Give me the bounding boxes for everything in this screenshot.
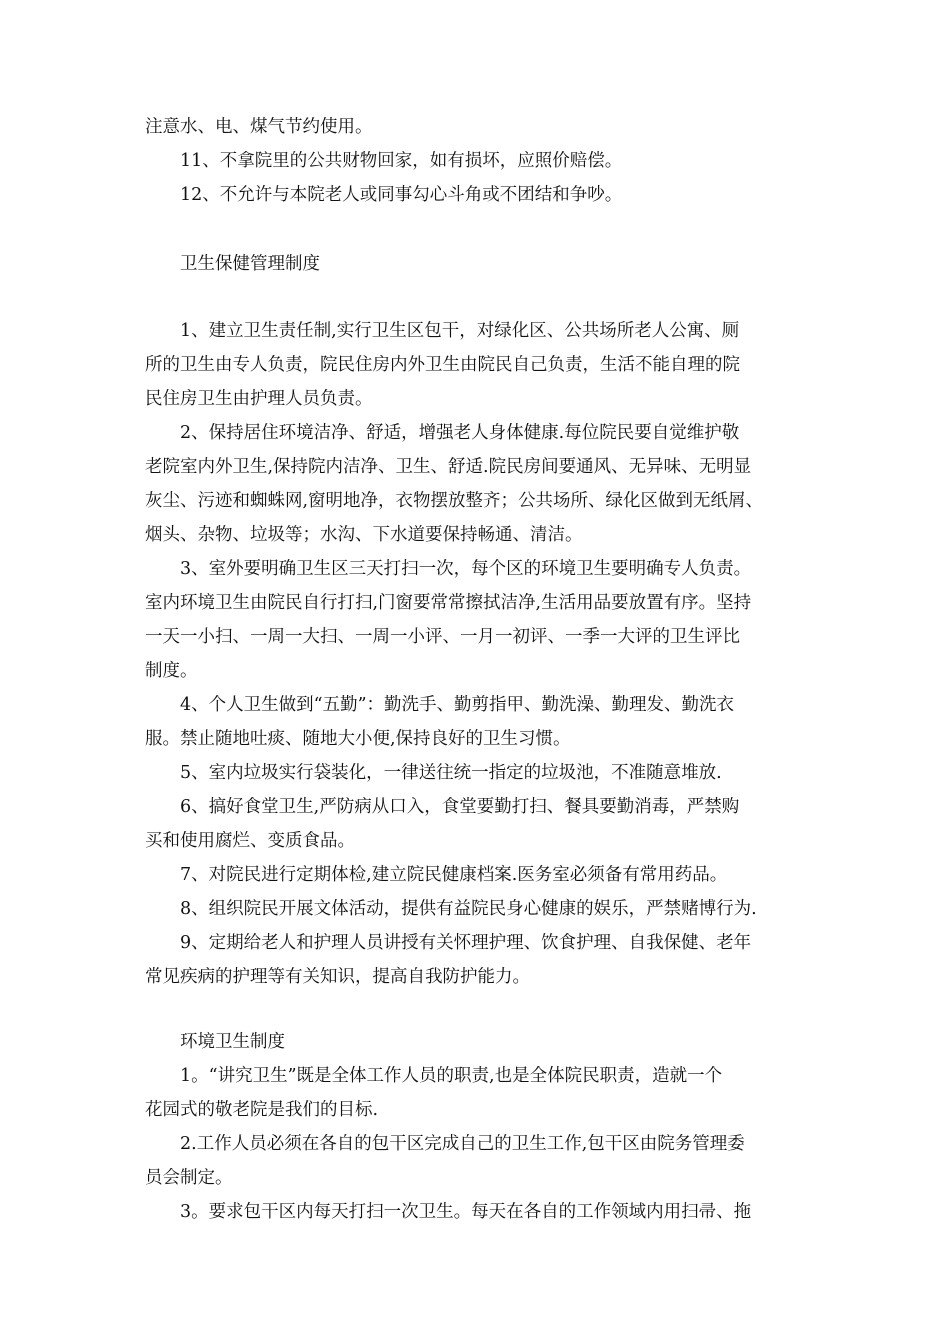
text-line: 灰尘、污迹和蜘蛛网,窗明地净，衣物摆放整齐；公共场所、绿化区做到无纸屑、 — [145, 491, 764, 511]
text-line: 制度。 — [145, 661, 198, 681]
text-line: 老院室内外卫生,保持院内洁净、卫生、舒适.院民房间要通风、无异味、无明显 — [145, 457, 752, 477]
text-line: 花园式的敬老院是我们的目标. — [145, 1100, 379, 1120]
text-line: 常见疾病的护理等有关知识，提高自我防护能力。 — [145, 967, 530, 987]
text-line: 11、不拿院里的公共财物回家，如有损坏，应照价赔偿。 — [180, 151, 623, 171]
text-line: 服。禁止随地吐痰、随地大小便,保持良好的卫生习惯。 — [145, 729, 571, 749]
text-line: 民住房卫生由护理人员负责。 — [145, 389, 373, 409]
text-line: 3、室外要明确卫生区三天打扫一次，每个区的环境卫生要明确专人负责。 — [180, 559, 752, 579]
text-line: 室内环境卫生由院民自行打扫,门窗要常常擦拭洁净,生活用品要放置有序。坚持 — [145, 593, 752, 613]
text-line: 3。要求包干区内每天打扫一次卫生。每天在各自的工作领域内用扫帚、拖 — [180, 1202, 752, 1222]
text-line: 员会制定。 — [145, 1168, 233, 1188]
text-line: 2.工作人员必须在各自的包干区完成自己的卫生工作,包干区由院务管理委 — [180, 1134, 745, 1154]
text-line: 5、室内垃圾实行袋装化，一律送往统一指定的垃圾池，不准随意堆放. — [180, 763, 722, 783]
text-line: 9、定期给老人和护理人员讲授有关怀理护理、饮食护理、自我保健、老年 — [180, 933, 752, 953]
text-line: 买和使用腐烂、变质食品。 — [145, 831, 355, 851]
text-line: 1、建立卫生责任制,实行卫生区包干，对绿化区、公共场所老人公寓、厕 — [180, 321, 740, 341]
text-line: 烟头、杂物、垃圾等；水沟、下水道要保持畅通、清洁。 — [145, 525, 583, 545]
text-line: 所的卫生由专人负责，院民住房内外卫生由院民自己负责，生活不能自理的院 — [145, 355, 740, 375]
text-line: 8、组织院民开展文体活动，提供有益院民身心健康的娱乐，严禁赌博行为. — [180, 899, 757, 919]
text-line: 6、搞好食堂卫生,严防病从口入，食堂要勤打扫、餐具要勤消毒，严禁购 — [180, 797, 740, 817]
text-line: 7、对院民进行定期体检,建立院民健康档案.医务室必须备有常用药品。 — [180, 865, 728, 885]
text-line: 4、个人卫生做到“五勤”：勤洗手、勤剪指甲、勤洗澡、勤理发、勤洗衣 — [180, 695, 735, 715]
text-line: 12、不允许与本院老人或同事勾心斗角或不团结和争吵。 — [180, 185, 623, 205]
section-heading: 环境卫生制度 — [180, 1032, 285, 1052]
section-heading: 卫生保健管理制度 — [180, 254, 320, 274]
text-line: 一天一小扫、一周一大扫、一周一小评、一月一初评、一季一大评的卫生评比 — [145, 627, 740, 647]
text-line: 注意水、电、煤气节约使用。 — [145, 117, 373, 137]
text-line: 2、保持居住环境洁净、舒适，增强老人身体健康.每位院民要自觉维护敬 — [180, 423, 740, 443]
text-line: 1。“讲究卫生”既是全体工作人员的职责,也是全体院民职责，造就一个 — [180, 1066, 723, 1086]
